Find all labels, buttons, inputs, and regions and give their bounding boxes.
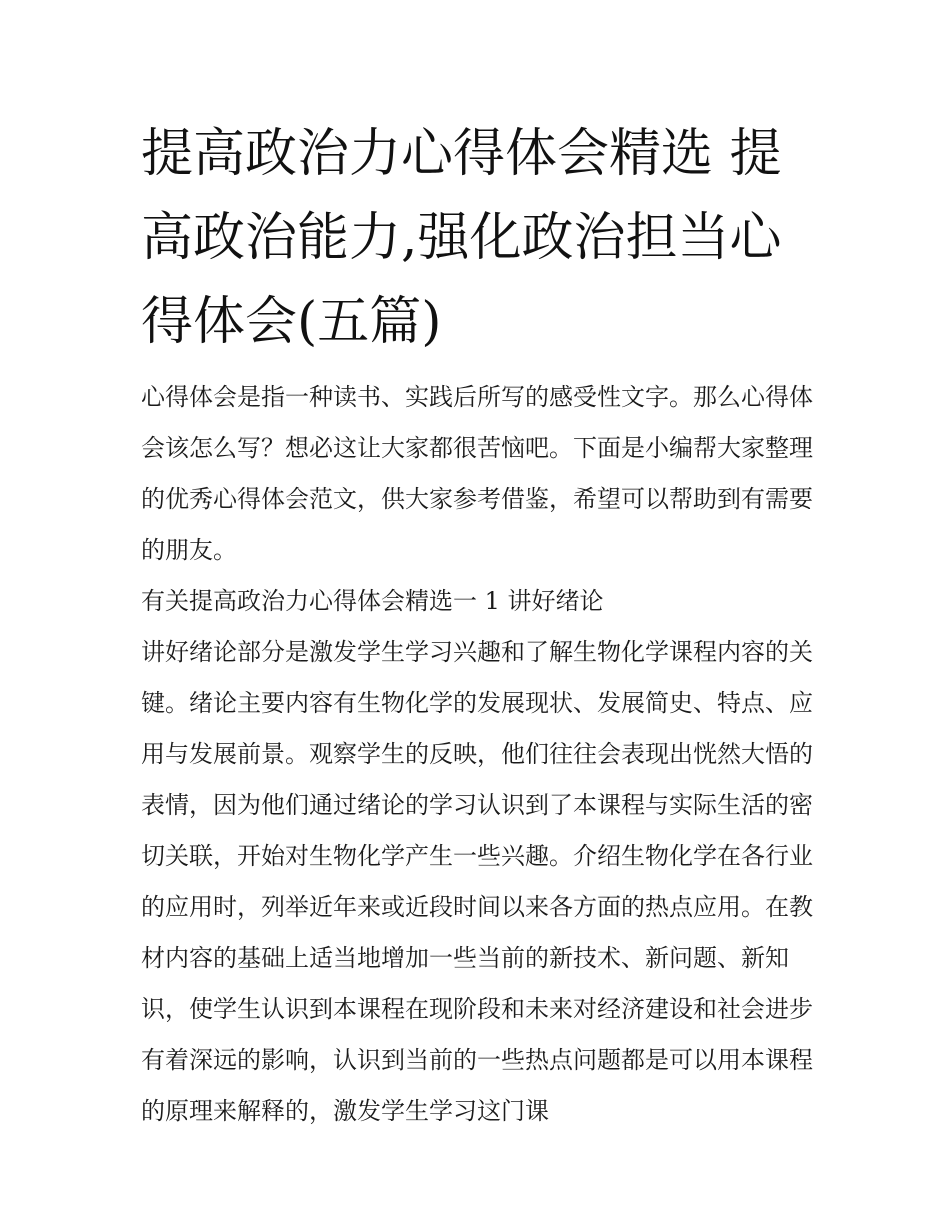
intro-paragraph: 心得体会是指一种读书、实践后所写的感受性文字。那么心得体会该怎么写？想必这让大家都很苦恼吧。下面是小编帮大家整理的优秀心得体会范文，供大家参考借鉴，希望可以帮助到有需要的朋友。	[141, 383, 813, 564]
section-heading: 有关提高政治力心得体会精选一 1 讲好绪论	[141, 587, 604, 615]
document-title: 提高政治力心得体会精选 提高政治能力,强化政治担当心得体会(五篇)	[141, 124, 782, 352]
body-paragraph: 讲好绪论部分是激发学生学习兴趣和了解生物化学课程内容的关键。绪论主要内容有生物化学的发展现状、发展简史、特点、应用与发展前景。观察学生的反映，他们往往会表现出恍然大悟的表情，因为他们通过绪论的学习认识到了本课程与实际生活的密切关联，开始对生物化学产生一些兴趣。介绍生物化学在各行业的应用时，列举近年来或近段时间以来各方面的热点应用。在教材内容的基础上适当地增加一些当前的新技术、新问题、新知识，使学生认识到本课程在现阶段和未来对经济建设和社会进步有着深远的影响，认识到当前的一些热点问题都是可以用本课程的原理来解释的，激发学生学习这门课	[141, 638, 813, 1125]
document-content	[141, 112, 813, 1137]
